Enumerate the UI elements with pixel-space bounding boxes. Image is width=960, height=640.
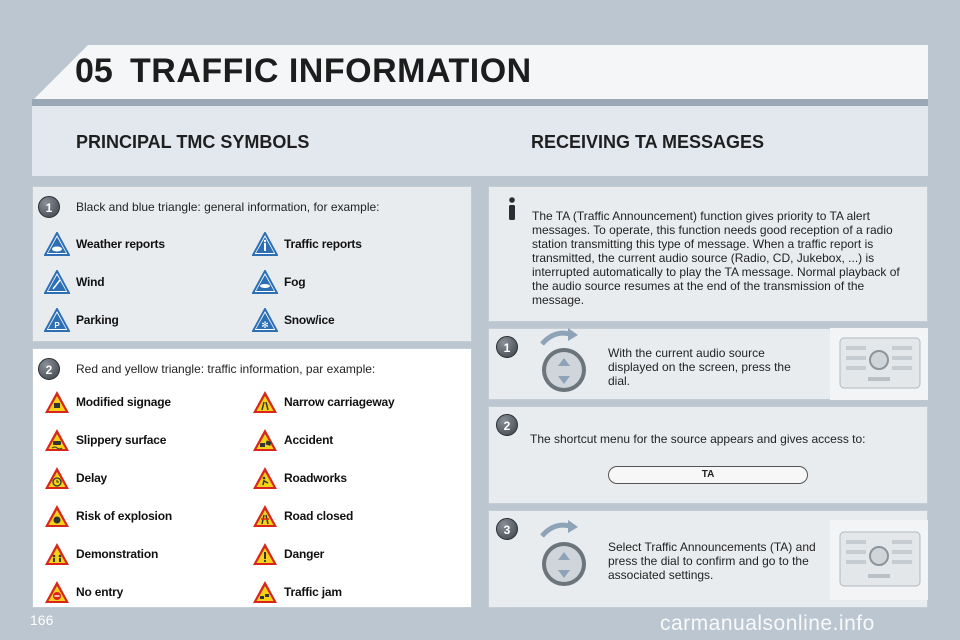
symbol-traffic-reports: Traffic reports: [252, 232, 362, 256]
step-badge: 3: [496, 518, 518, 540]
fog-triangle-icon: [252, 270, 278, 294]
symbol-modified-signage: Modified signage: [44, 390, 171, 414]
audio-console-icon: [830, 328, 928, 400]
snowflake-triangle-icon: [252, 308, 278, 332]
info-triangle-icon: [252, 232, 278, 256]
symbol-snow-ice: ✻ Snow/ice: [252, 308, 334, 332]
step-badge: 1: [38, 196, 60, 218]
right-section-header: [472, 106, 928, 176]
ta-menu-option[interactable]: TA: [608, 466, 808, 484]
step-1-console-image: [830, 328, 928, 400]
traffic-jam-triangle-icon: [252, 580, 278, 604]
press-dial-icon: [534, 326, 598, 396]
symbol-delay: Delay: [44, 466, 107, 490]
weather-triangle-icon: [44, 232, 70, 256]
general-info-intro: Black and blue triangle: general information, for example:: [76, 200, 380, 214]
symbol-weather-reports: Weather reports: [44, 232, 165, 256]
symbol-slippery-surface: Slippery surface: [44, 428, 166, 452]
left-section-title: PRINCIPAL TMC SYMBOLS: [76, 132, 310, 152]
no-entry-triangle-icon: [44, 580, 70, 604]
wind-triangle-icon: [44, 270, 70, 294]
road-closed-triangle-icon: [252, 504, 278, 528]
page-title: TRAFFIC INFORMATION: [130, 52, 532, 90]
step-badge: 2: [496, 414, 518, 436]
traffic-info-intro: Red and yellow triangle: traffic information, par example:: [76, 362, 376, 376]
audio-console-icon: [830, 520, 928, 600]
symbol-traffic-jam: Traffic jam: [252, 580, 342, 604]
danger-triangle-icon: [252, 542, 278, 566]
roadworks-triangle-icon: [252, 466, 278, 490]
symbol-fog: Fog: [252, 270, 305, 294]
symbol-no-entry: No entry: [44, 580, 123, 604]
symbol-accident: Accident: [252, 428, 333, 452]
page-number: 166: [30, 612, 54, 628]
svg-text:P: P: [54, 321, 60, 330]
chapter-number: 05: [75, 52, 113, 90]
info-icon: [500, 196, 524, 222]
step-1-text: With the current audio source displayed on the screen, press the dial.: [608, 346, 791, 388]
accident-triangle-icon: [252, 428, 278, 452]
symbol-parking: P Parking: [44, 308, 119, 332]
symbol-wind: Wind: [44, 270, 104, 294]
explosion-triangle-icon: [44, 504, 70, 528]
step-2-text: The shortcut menu for the source appears and gives access to:: [530, 432, 866, 446]
symbol-road-closed: Road closed: [252, 504, 353, 528]
slippery-triangle-icon: [44, 428, 70, 452]
symbol-narrow-carriageway: Narrow carriageway: [252, 390, 394, 414]
svg-text:✻: ✻: [261, 321, 269, 331]
step-3-console-image: [830, 520, 928, 600]
step-3-text: Select Traffic Announcements (TA) and press the dial to confirm and go to the associated settings.: [608, 540, 816, 582]
step-badge: 1: [496, 336, 518, 358]
ta-info-text: The TA (Traffic Announcement) function gives priority to TA alert messages. To operate, this function needs good reception of a radio station transmitting this type of message. When a traffic report is transmitted, the current audio source (Radio, CD, Jukebox, ...) is interrupted automatically to play the TA message. Normal playback of the audio source resumes at the end of the transmission of the message.: [532, 209, 900, 307]
modified-signage-triangle-icon: [44, 390, 70, 414]
right-section-title: RECEIVING TA MESSAGES: [531, 132, 765, 152]
step-badge: 2: [38, 358, 60, 380]
symbol-danger: Danger: [252, 542, 324, 566]
clock-triangle-icon: [44, 466, 70, 490]
symbol-risk-of-explosion: Risk of explosion: [44, 504, 172, 528]
demonstration-triangle-icon: [44, 542, 70, 566]
narrow-road-triangle-icon: [252, 390, 278, 414]
left-section-header: [32, 106, 472, 176]
step-2-panel: [488, 406, 928, 504]
header-strip: [32, 99, 928, 106]
symbol-demonstration: Demonstration: [44, 542, 158, 566]
parking-triangle-icon: [44, 308, 70, 332]
symbol-roadworks: Roadworks: [252, 466, 347, 490]
watermark: carmanualsonline.info: [660, 612, 875, 635]
rotate-dial-icon: [534, 518, 598, 592]
